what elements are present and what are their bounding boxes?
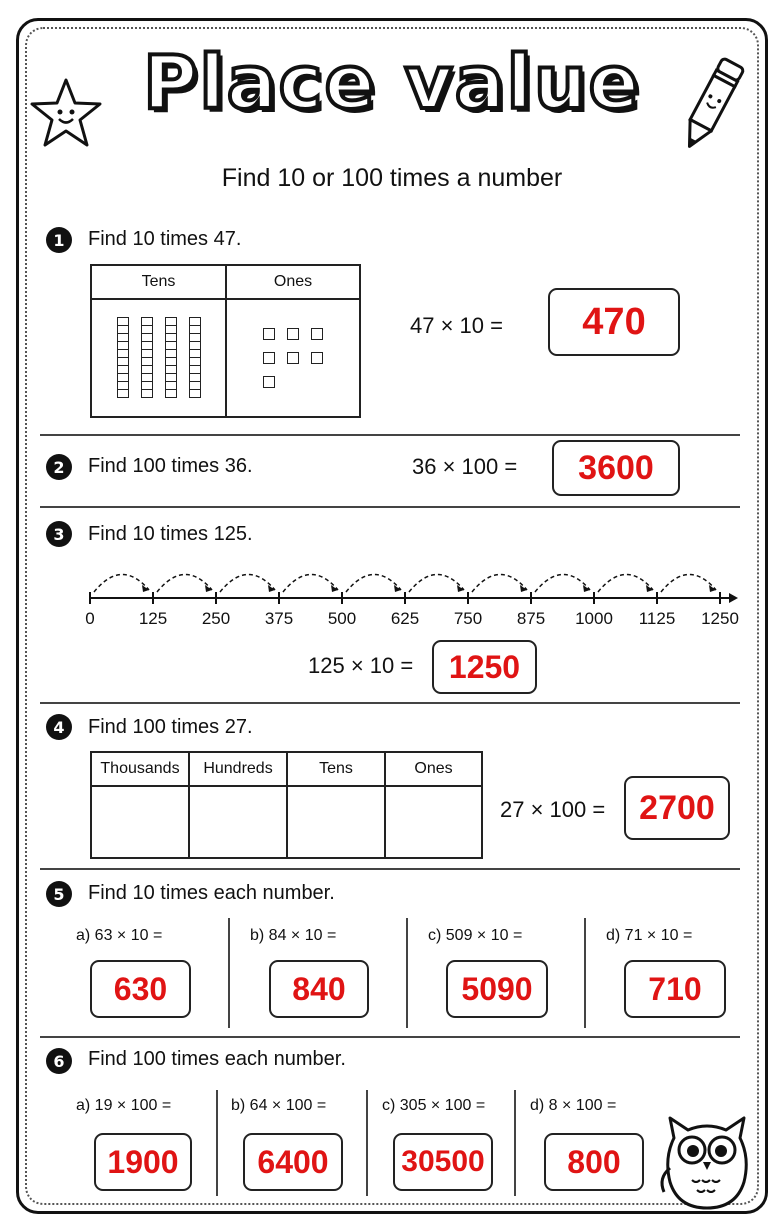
tens-rod bbox=[189, 318, 201, 398]
q6-item-c-answer[interactable]: 30500 bbox=[393, 1133, 493, 1191]
q4-cell-ones[interactable] bbox=[385, 786, 482, 858]
number-line-label: 750 bbox=[453, 609, 483, 628]
q5-item-a-answer[interactable]: 630 bbox=[90, 960, 191, 1018]
divider bbox=[40, 506, 740, 508]
q6-item-a-label: a) 19 × 100 = bbox=[76, 1097, 172, 1114]
q1-ones-cell bbox=[226, 299, 360, 417]
q1-equation: 47 × 10 = bbox=[410, 313, 503, 338]
q6-item-a-answer[interactable]: 1900 bbox=[94, 1133, 192, 1191]
page-title: Place value bbox=[143, 40, 641, 126]
column-separator bbox=[366, 1090, 368, 1196]
jump-arc bbox=[535, 574, 590, 592]
number-line-arrowhead bbox=[729, 593, 738, 603]
divider bbox=[40, 868, 740, 870]
number-line-label: 250 bbox=[201, 609, 231, 628]
tens-rod bbox=[141, 318, 153, 398]
column-separator bbox=[406, 918, 408, 1028]
tens-rod bbox=[165, 318, 177, 398]
q4-cell-thousands[interactable] bbox=[91, 786, 189, 858]
q4-cell-tens[interactable] bbox=[287, 786, 385, 858]
page-subtitle: Find 10 or 100 times a number bbox=[221, 164, 563, 192]
jump-arc bbox=[94, 574, 149, 592]
divider bbox=[40, 434, 740, 436]
divider bbox=[40, 702, 740, 704]
unit-cube bbox=[287, 352, 299, 364]
q6-item-b-label: b) 64 × 100 = bbox=[231, 1097, 327, 1114]
jump-arc bbox=[661, 574, 716, 592]
number-line-label: 500 bbox=[327, 609, 357, 628]
q1-place-value-table bbox=[90, 264, 361, 418]
q4-header-hundreds: Hundreds bbox=[189, 752, 287, 786]
jump-arc bbox=[598, 574, 653, 592]
q1-tens-cell bbox=[91, 299, 226, 417]
q4-answer-box[interactable]: 2700 bbox=[624, 776, 730, 840]
question-5-prompt: Find 10 times each number. bbox=[88, 882, 335, 904]
tens-rods bbox=[92, 318, 225, 398]
ones-units bbox=[227, 328, 359, 388]
column-separator bbox=[514, 1090, 516, 1196]
question-2-number: 2 bbox=[46, 454, 72, 480]
question-4-prompt: Find 100 times 27. bbox=[88, 716, 253, 738]
q2-equation: 36 × 100 = bbox=[412, 454, 518, 479]
q1-header-tens: Tens bbox=[91, 265, 226, 299]
number-line-label: 375 bbox=[264, 609, 294, 628]
q1-header-ones: Ones bbox=[226, 265, 360, 299]
q1-answer-box[interactable]: 470 bbox=[548, 288, 680, 356]
q5-item-b-answer[interactable]: 840 bbox=[269, 960, 369, 1018]
q6-item-b-answer[interactable]: 6400 bbox=[243, 1133, 343, 1191]
unit-cube bbox=[287, 328, 299, 340]
question-6-number: 6 bbox=[46, 1048, 72, 1074]
number-line-label: 1125 bbox=[638, 609, 676, 628]
q6-item-d-answer[interactable]: 800 bbox=[544, 1133, 644, 1191]
q4-place-value-table bbox=[90, 751, 483, 859]
q5-item-d-label: d) 71 × 10 = bbox=[606, 927, 693, 944]
number-line bbox=[70, 556, 760, 632]
owl-icon bbox=[654, 1108, 760, 1212]
q4-cell-hundreds[interactable] bbox=[189, 786, 287, 858]
column-separator bbox=[216, 1090, 218, 1196]
tens-rod bbox=[117, 318, 129, 398]
number-line-label: 875 bbox=[516, 609, 546, 628]
jump-arc bbox=[157, 574, 212, 592]
number-line-label: 1000 bbox=[575, 609, 613, 628]
question-1-number: 1 bbox=[46, 227, 72, 253]
q6-item-d-label: d) 8 × 100 = bbox=[530, 1097, 617, 1114]
unit-cube bbox=[263, 352, 275, 364]
jump-arc bbox=[283, 574, 338, 592]
q4-equation: 27 × 100 = bbox=[500, 797, 606, 822]
question-1-prompt: Find 10 times 47. bbox=[88, 228, 242, 250]
q5-item-d-answer[interactable]: 710 bbox=[624, 960, 726, 1018]
q2-answer-box[interactable]: 3600 bbox=[552, 440, 680, 496]
jump-arc bbox=[472, 574, 527, 592]
question-3-prompt: Find 10 times 125. bbox=[88, 523, 253, 545]
column-separator bbox=[228, 918, 230, 1028]
q5-item-c-answer[interactable]: 5090 bbox=[446, 960, 548, 1018]
divider bbox=[40, 1036, 740, 1038]
q6-item-c-label: c) 305 × 100 = bbox=[382, 1097, 486, 1114]
q3-answer-box[interactable]: 1250 bbox=[432, 640, 537, 694]
number-line-label: 0 bbox=[85, 609, 95, 628]
number-line-label: 125 bbox=[138, 609, 168, 628]
q3-equation: 125 × 10 = bbox=[308, 653, 414, 678]
unit-cube bbox=[263, 328, 275, 340]
q5-item-b-label: b) 84 × 10 = bbox=[250, 927, 337, 944]
jump-arc bbox=[409, 574, 464, 592]
jump-arc bbox=[346, 574, 401, 592]
question-3-number: 3 bbox=[46, 521, 72, 547]
question-4-number: 4 bbox=[46, 714, 72, 740]
number-line-label: 625 bbox=[390, 609, 420, 628]
question-6-prompt: Find 100 times each number. bbox=[88, 1048, 346, 1070]
q4-header-ones: Ones bbox=[385, 752, 482, 786]
number-line-label: 1250 bbox=[701, 609, 739, 628]
unit-cube bbox=[311, 352, 323, 364]
question-5-number: 5 bbox=[46, 881, 72, 907]
unit-cube bbox=[263, 376, 275, 388]
q4-header-thousands: Thousands bbox=[91, 752, 189, 786]
column-separator bbox=[584, 918, 586, 1028]
q4-header-tens: Tens bbox=[287, 752, 385, 786]
unit-cube bbox=[311, 328, 323, 340]
question-2-prompt: Find 100 times 36. bbox=[88, 455, 253, 477]
jump-arc bbox=[220, 574, 275, 592]
q5-item-a-label: a) 63 × 10 = bbox=[76, 927, 163, 944]
q5-item-c-label: c) 509 × 10 = bbox=[428, 927, 523, 944]
